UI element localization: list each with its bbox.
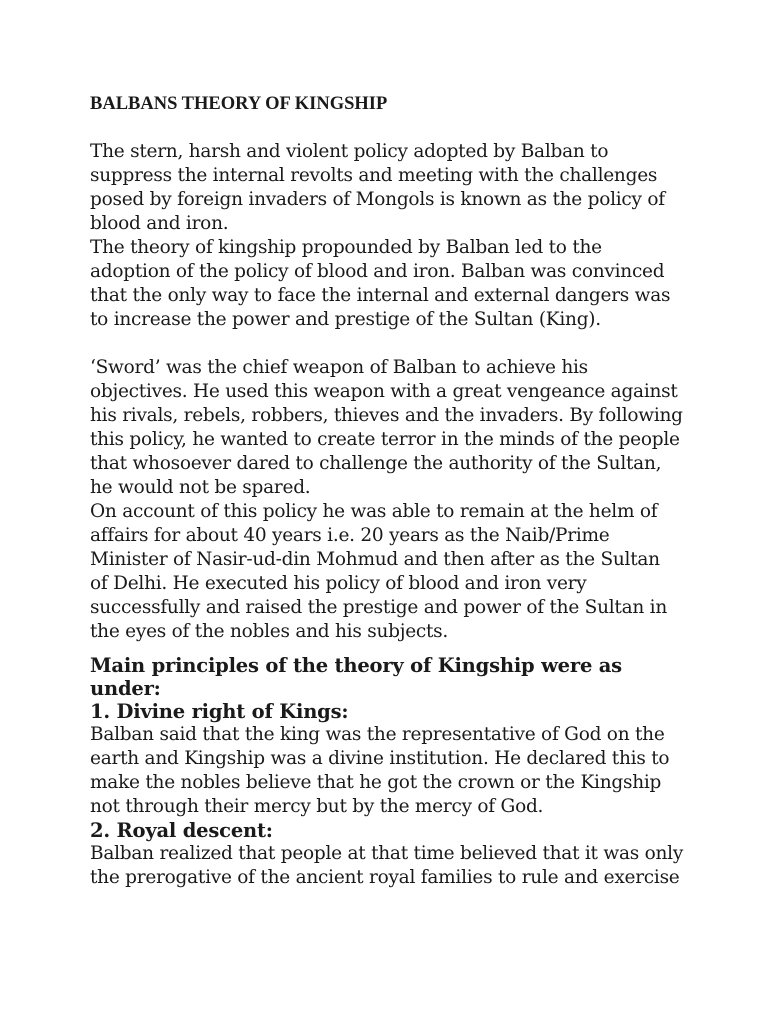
document-title: BALBANS THEORY OF KINGSHIP	[90, 94, 388, 114]
principle-1-heading: 1. Divine right of Kings:	[90, 700, 349, 723]
paragraph-kingship-theory: The theory of kingship propounded by Balban led to the adoption of the policy of blood and iron. Balban was convinced that the only way to face the internal and external dangers was to increase the power and prestige of the Sultan (King).	[90, 237, 671, 330]
paragraph-spacer	[90, 332, 690, 356]
principle-2-text: Balban realized that people at that time believed that it was only the prerogative of the ancient royal families to rule and exercise	[90, 843, 684, 888]
paragraph-sword-weapon: ‘Sword’ was the chief weapon of Balban to achieve his objectives. He used this weapon with a great vengeance against his rivals, rebels, robbers, thieves and the invaders. By following this policy, he wanted to create terror in the minds of the people that whosoever dared to challenge the authority of the Sultan, he would not be spared.	[90, 357, 683, 498]
principles-heading: Main principles of the theory of Kingship were as under:	[90, 654, 622, 700]
paragraph-policy-definition: The stern, harsh and violent policy adopted by Balban to suppress the internal revolts and meeting with the challenges posed by foreign invaders of Mongols is known as the policy of blood and iron.	[90, 141, 665, 234]
principle-1-text: Balban said that the king was the representative of God on the earth and Kingship was a divine institution. He declared this to make the nobles believe that he got the crown or the Kingship not through their mercy but by the mercy of God.	[90, 724, 670, 817]
principle-2-heading: 2. Royal descent:	[90, 819, 273, 842]
paragraph-policy-result: On account of this policy he was able to remain at the helm of affairs for about 40 years i.e. 20 years as the Naib/Prime Minister of Nasir-ud-din Mohmud and then after as the Sultan of Delhi. He executed his policy of blood and iron very successfully and raised the prestige and power of the Sultan in the eyes of the nobles and his subjects.	[90, 501, 667, 642]
section-spacer	[90, 644, 690, 654]
document-body	[90, 92, 690, 890]
